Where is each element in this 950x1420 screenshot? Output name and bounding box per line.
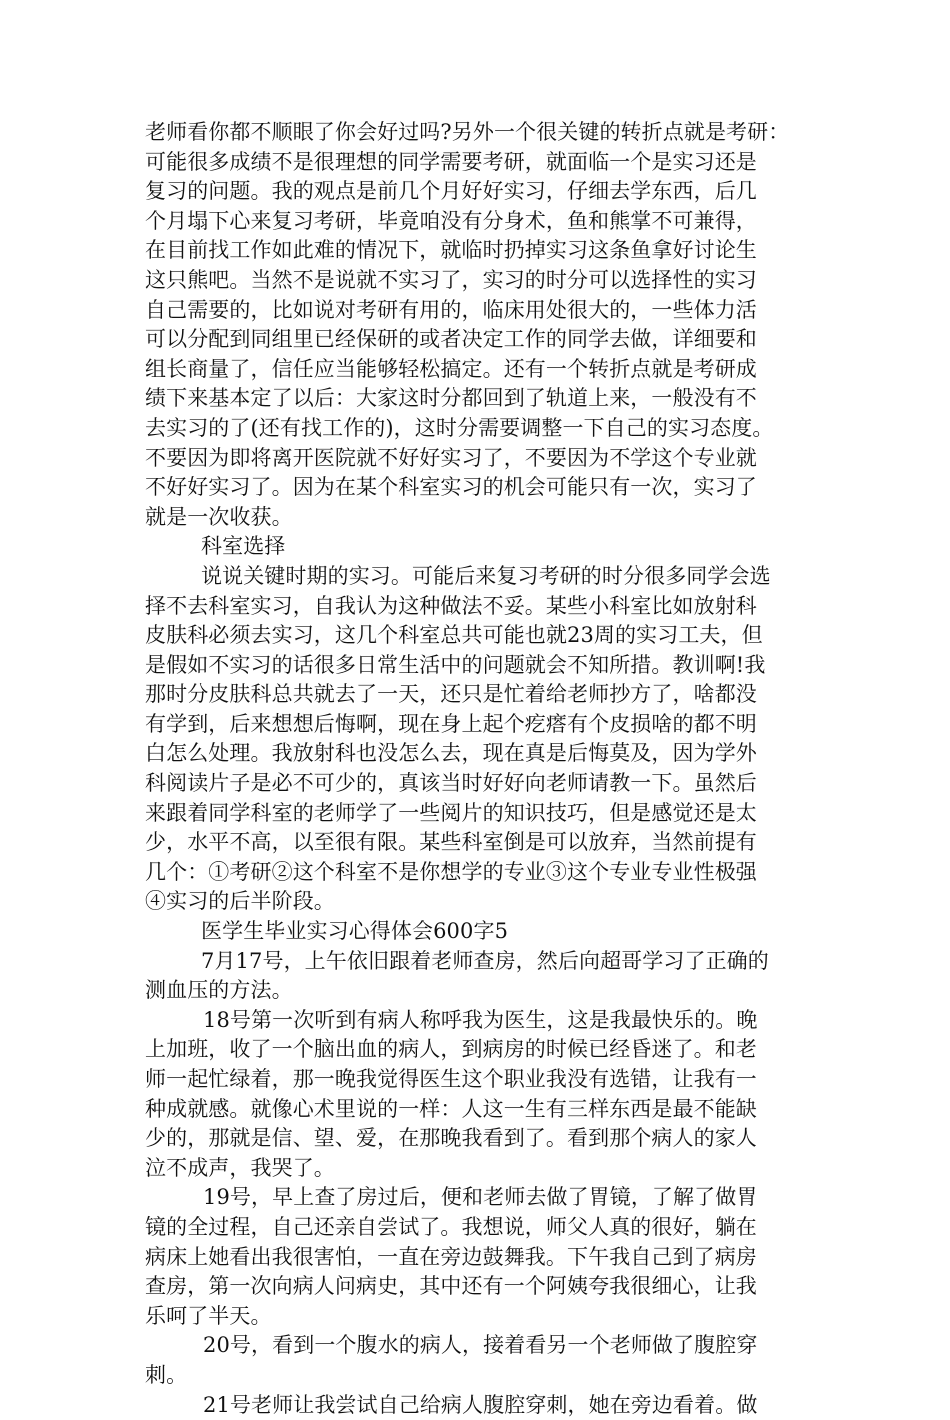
text-line: 可以分配到同组里已经保研的或者决定工作的同学去做，详细要和 [145,327,757,352]
text-line: 科阅读片子是必不可少的，真该当时好好向老师请教一下。虽然后 [145,771,757,796]
text-line: 7月17号，上午依旧跟着老师查房，然后向超哥学习了正确的 [201,948,769,973]
text-line: 去实习的了(还有找工作的)，这时分需要调整一下自己的实习态度。 [145,415,774,440]
text-line: 19号，早上查了房过后，便和老师去做了胃镜，了解了做胃 [203,1185,758,1210]
text-line: 18号第一次听到有病人称呼我为医生，这是我最快乐的。晚 [203,1007,758,1032]
document-page [145,118,825,1420]
text-line: 医学生毕业实习心得体会600字5 [201,919,509,944]
text-line: 测血压的方法。 [145,978,293,1003]
text-line: 不要因为即将离开医院就不好好实习了，不要因为不学这个专业就 [145,445,757,470]
text-line: 来跟着同学科室的老师学了一些阅片的知识技巧，但是感觉还是太 [145,800,757,825]
text-line: 泣不成声，我哭了。 [145,1155,335,1180]
text-line: 自己需要的，比如说对考研有用的，临床用处很大的，一些体力活 [145,297,757,322]
text-line: 病床上她看出我很害怕，一直在旁边鼓舞我。下午我自己到了病房 [145,1244,757,1269]
text-line: 师一起忙绿着，那一晚我觉得医生这个职业我没有选错，让我有一 [145,1067,757,1091]
text-line: 几个：①考研②这个科室不是你想学的专业③这个专业专业性极强 [145,859,757,884]
text-line: 组长商量了，信任应当能够轻松搞定。还有一个转折点就是考研成 [145,356,757,381]
text-line: ④实习的后半阶段。 [145,889,335,914]
text-line: 少的，那就是信、望、爱，在那晚我看到了。看到那个病人的家人 [145,1126,757,1151]
text-line: 镜的全过程，自己还亲自尝试了。我想说，师父人真的很好，躺在 [145,1214,757,1239]
text-line: 21号老师让我尝试自己给病人腹腔穿刺，她在旁边看着。做 [203,1392,758,1417]
text-line: 20号，看到一个腹水的病人，接着看另一个老师做了腹腔穿 [203,1333,758,1358]
text-line: 白怎么处理。我放射科也没怎么去，现在真是后悔莫及，因为学外 [145,741,757,766]
text-line: 绩下来基本定了以后：大家这时分都回到了轨道上来，一般没有不 [145,386,757,411]
text-line: 可能很多成绩不是很理想的同学需要考研，就面临一个是实习还是 [145,149,757,174]
text-line: 查房，第一次向病人问病史，其中还有一个阿姨夸我很细心，让我 [145,1274,757,1299]
text-line: 皮肤科必须去实习，这几个科室总共可能也就23周的实习工夫，但 [145,623,763,648]
text-line: 这只熊吧。当然不是说就不实习了，实习的时分可以选择性的实习 [145,267,757,292]
text-line: 乐呵了半天。 [145,1303,272,1328]
text-line: 说说关键时期的实习。可能后来复习考研的时分很多同学会选 [201,563,771,588]
text-line: 复习的问题。我的观点是前几个月好好实习，仔细去学东西，后几 [145,179,757,204]
text-line: 种成就感。就像心术里说的一样：人这一生有三样东西是最不能缺 [145,1096,757,1121]
text-line: 有学到，后来想想后悔啊，现在身上起个疙瘩有个皮损啥的都不明 [145,711,757,736]
text-line: 老师看你都不顺眼了你会好过吗?另外一个很关键的转折点就是考研： [145,120,790,144]
text-line: 刺。 [145,1362,188,1387]
text-line: 是假如不实习的话很多日常生活中的问题就会不知所措。教训啊!我 [145,652,766,677]
text-line: 科室选择 [201,534,286,559]
text-line: 就是一次收获。 [145,504,293,529]
text-line: 那时分皮肤科总共就去了一天，还只是忙着给老师抄方了，啥都没 [145,682,757,707]
text-line: 上加班，收了一个脑出血的病人，到病房的时候已经昏迷了。和老 [145,1037,757,1062]
text-line: 少，水平不高，以至很有限。某些科室倒是可以放弃，当然前提有 [145,830,757,855]
text-line: 不好好实习了。因为在某个科室实习的机会可能只有一次，实习了 [145,475,757,500]
text-line: 个月塌下心来复习考研，毕竟咱没有分身术，鱼和熊掌不可兼得， [145,208,757,233]
text-line: 择不去科室实习，自我认为这种做法不妥。某些小科室比如放射科 [145,593,757,618]
text-line: 在目前找工作如此难的情况下，就临时扔掉实习这条鱼拿好讨论生 [145,238,757,263]
